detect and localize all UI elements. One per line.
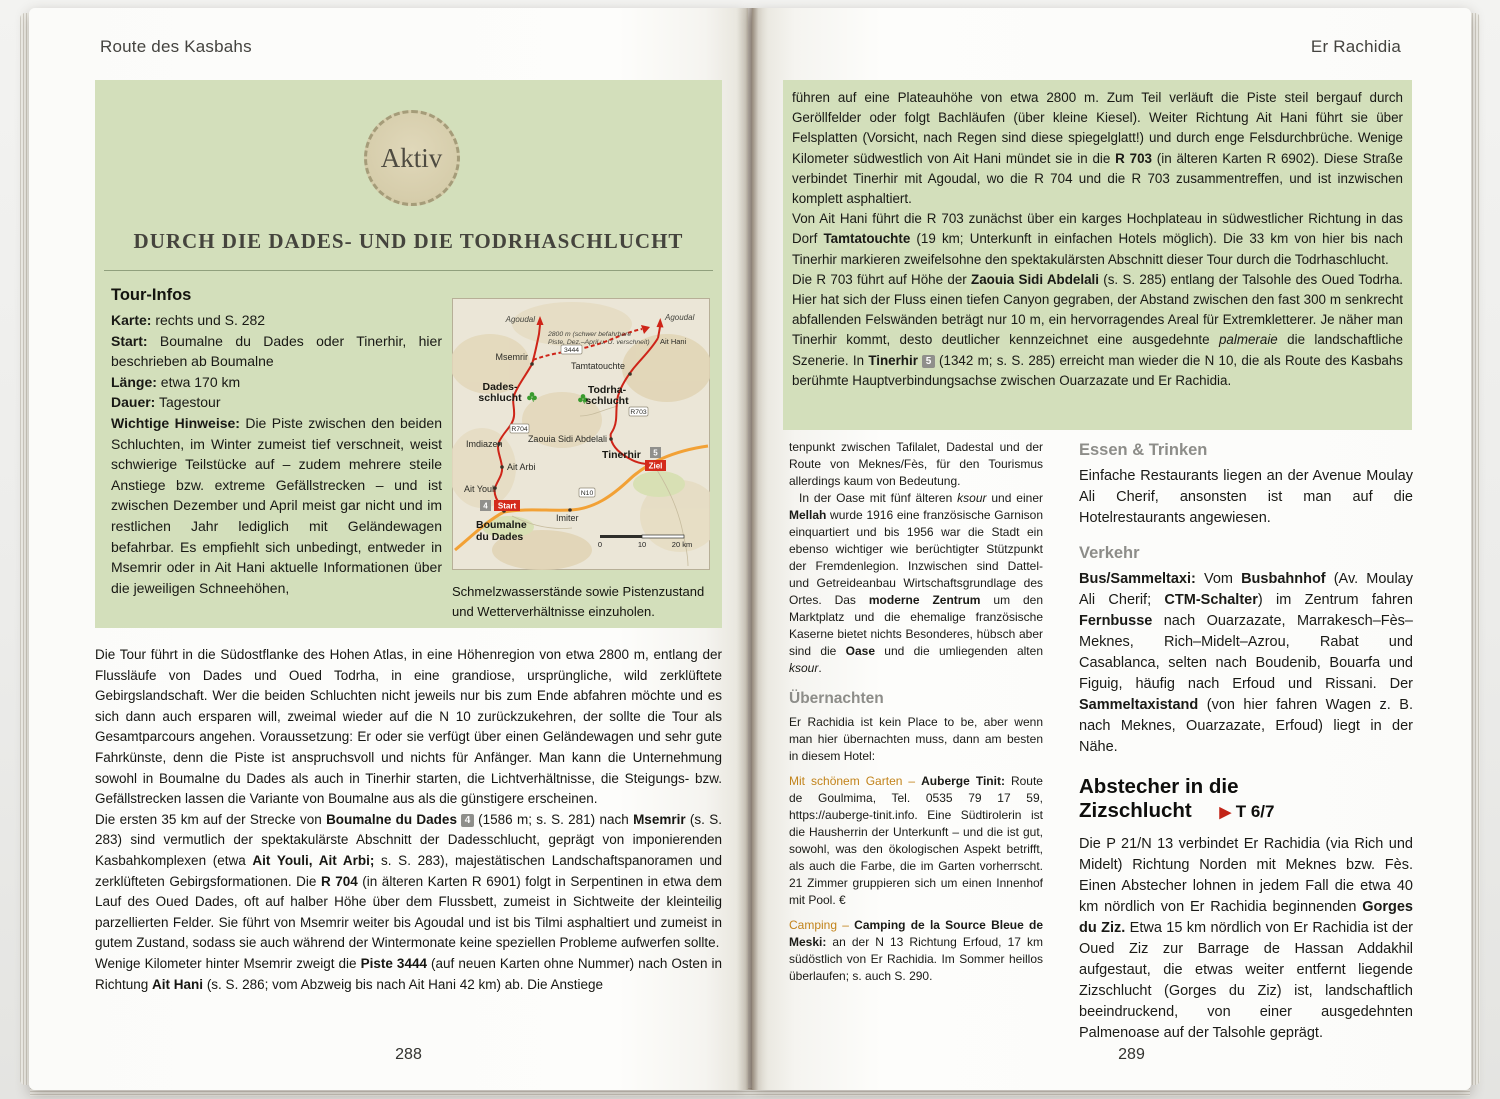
map-label-r703: R703 [630,409,647,416]
map-label-todrha-2: schlucht [585,395,629,407]
tour-info-karte: Karte: rechts und S. 282 [111,312,266,328]
map-label-n10: N10 [580,490,594,497]
map-label-boumalne-2: du Dades [476,531,524,543]
map-marker-5: 5 [653,448,658,458]
map-label-piste-note-2: Piste, Dez.–April u. U. verschneit) [548,339,650,346]
page-left [29,8,748,1090]
title-divider [104,270,713,271]
tour-infos [111,286,442,598]
map-ziel-label: Ziel [648,461,663,471]
running-header-left: Route des Kasbahs [100,37,252,56]
body-paragraph: Er Rachidia ist kein Place to be, aber wenn man hier übernachten muss, dann am besten in diesem Hotel: [789,715,1043,763]
map-label-r704: R704 [511,426,528,433]
aktiv-badge [364,110,460,206]
map-label-boumalne-1: Boumalne [476,519,527,531]
activity-box-right [783,80,1412,430]
tour-title: DURCH DIE DADES- UND DIE TODRHASCHLUCHT [133,229,684,253]
tour-map-column [452,298,710,622]
map-label-zaouia: Zaouia Sidi Abdelali [527,434,607,444]
body-paragraph: In der Oase mit fünf älteren ksour und einer Mellah wurde 1916 eine französische Garnison einquartiert und bis 1956 war die Stadt ein ebenso wichtiger wie berüchtigter Stützpunkt der Fremdenlegion. Inzwischen sind Dattel- und Getreideanbau Wirtschaftsgrundlage des Ortes. Das moderne Zentrum um den Marktplatz und die ehemalige französische Kaserne bietet nichts Besonderes, hübsch aber sind die Oase und die umliegenden alten ksour. [789,491,1044,675]
map-label-msemrir: Msemrir [495,352,528,362]
camping-listing: Camping – Camping de la Source Bleue de Meski: an der N 13 Richtung Erfoud, 17 km südöstlich von Er Rachidia. Im Sommer heillos überlaufen; s. auch S. 290. [789,918,1043,983]
map-label-imiter: Imiter [556,513,579,523]
map-caption: Schmelzwasserstände sowie Pistenzustand und Wetterverhältnisse einzuholen. [452,584,705,619]
map-start-label: Start [497,501,517,511]
running-header-right: Er Rachidia [1310,37,1401,56]
map-label-imdiazen: Imdiazen [466,439,503,449]
map-label-ait-youli: Ait Youli [464,484,497,494]
map-label-agoudal-northeast: Agoudal [665,313,695,322]
map-label-piste-note-1: 2800 m (schwer befahrbare [548,331,632,338]
page-number-left: 288 [395,1046,422,1063]
uebernachten-heading: Übernachten [789,690,884,707]
tour-info-hinweise: Wichtige Hinweise: Die Piste zwischen den beiden Schluchten, im Winter zumeist tief verschneit, weist schwierige Teilstücke auf – zudem mehrere steile Anstiege bzw. extreme Gefällstrecken – und ist zwischen Dezember und April meist gar nicht und im restlichen Jahr lediglich mit Geländewagen befahrbar. Es empfiehlt sich unbedingt, entweder in Msemrir oder in Ait Hani aktuelle Informationen über die jeweiligen Schneehöhen, [111,414,442,596]
right-column-2 [1079,441,1413,1044]
map-label-tinerhir: Tinerhir [602,449,641,461]
right-column-1 [789,439,1043,985]
map-marker-4: 4 [483,501,488,511]
body-paragraph: Die ersten 35 km auf der Strecke von Boumalne du Dades 4 (1586 m; s. S. 281) nach Msemrir (s. S. 283) sind vermutlich der spektakulärste Abschnitt der Dadesschlucht, geprägt von imponierenden Kasbahkomplexen (etwa Ait Youli, Ait Arbi; s. S. 283), majestätischen Landschaftspanoramen und zerklüfteten Gebirgsformationen. Die R 704 (in älteren Karten R 6901) folgt in Serpentinen in etwa dem Lauf des Oued Dades, oft auf halber Höhe über dem Flussbett, zumeist in Sichtweite der kleinteilig parzellierten Felder. Sie führt von Msemrir weiter bis Agoudal und ist bis Tilmi asphaltiert und zumeist in gutem Zustand, sodass sie auch während der Wintermonate keine speziellen Probleme aufwerfen sollte. [95,811,723,951]
essen-trinken-heading: Essen & Trinken [1079,441,1208,459]
verkehr-text: Bus/Sammeltaxi: Vom Busbahnhof (Av. Moulay Ali Cherif; CTM-Schalter) im Zentrum fahren Fernbusse nach Ouarzazate, Marrakesch–Fès–Meknes, Rich–Midelt–Azrou, Rabat und Casablanca, selten nach Boudenib, Bouarfa und Figuig, häufig nach Erfoud und Rissani. Der Sammeltaxistand (von hier fahren Wagen z. B. nach Meknes, Ouarzazate, Erfoud) liegt in der Nähe. [1079,571,1413,755]
verkehr-heading: Verkehr [1079,544,1140,562]
tour-info-start: Start: Boumalne du Dades oder Tinerhir, hier beschrieben ab Boumalne [111,332,442,370]
box-paragraph: Die R 703 führt auf Höhe der Zaouia Sidi Abdelali (s. S. 285) entlang der Talsohle des Oued Todrha. Hier hat sich der Fluss einen tiefen Canyon gegraben, der Abstand zwischen den fast 300 m senkrecht abfallenden Felswänden beträgt nur 10 m, ein hervorragendes Areal für Extremkletterer. Je näher man Tinerhir kommt, desto deutlicher kennzeichnet eine ausgedehnte palmeraie die landschaftliche Szenerie. In Tinerhir 5 (1342 m; s. S. 285) erreicht man wieder die N 10, die als Route des Kasbahs berühmte Hauptverbindungsachse zwischen Ouarzazate und Er Rachidia. [792,271,1404,388]
essen-text: Einfache Restaurants liegen an der Avenue Moulay Ali Cherif, ansonsten ist man auf die Hotelrestaurants angewiesen. [1079,468,1413,526]
body-paragraph: Wenige Kilometer hinter Msemrir zweigt die Piste 3444 (auf neuen Karten ohne Nummer) nach Osten in Richtung Ait Hani (s. S. 286; vom Abzweig bis nach Ait Hani 42 km) ab. Die Anstiege [95,955,723,992]
page-right [752,8,1471,1090]
body-paragraph: Die Tour führt in die Südostflanke des Hohen Atlas, in eine Höhenregion von etwa 2800 m, entlang der Flussläufe von Dades und Oued Todrha, in eine grandiose, ursprüngliche, wild zerklüftete Gebirgslandschaft. Wer die beiden Schluchten nicht jeweils nur bis zum Ende abfahren möchte und es sich dann auch ersparen will, zweimal wieder auf die N 10 zurückzukehren, der sollte die Tour als Gesamtparcours angehen. Voraussetzung: Er oder sie verfügt über einen Geländewagen und sehr gute Fahrkünste, denn die Piste ist anspruchsvoll und nichts für Anfänger. Man kann die Unternehmung sowohl in Boumalne du Dades als auch in Tinerhir starten, die Lichtverhältnisse, die Steigungs- bzw. Gefällstrecken lassen die Variante von Boumalne aus als die günstigere erscheinen. [95,647,722,807]
map-label-ait-hani: Ait Hani [660,337,687,346]
map-scale-0: 0 [597,540,603,549]
body-paragraph: tenpunkt zwischen Tafilalet, Dadestal und der Route von Meknes/Fès, für den Tourismus allerdings kaum von Bedeutung. [789,440,1043,488]
activity-box-left [95,80,722,628]
box-paragraph: führen auf eine Plateauhöhe von etwa 2800 m. Zum Teil verläuft die Piste steil bergauf durch Geröllfelder oder folgt Bachläufen (über kleine Kiesel). Weiter Richtung Ait Hani führt sie über Felsplatten (Vorsicht, nach Regen sind diese spiegelglatt!) und durch enge Felsdurchbrüche. Wenige Kilometer südwestlich von Ait Hani mündet sie in die R 703 (in älteren Karten R 6902). Diese Straße verbindet Tinerhir mit Agoudal, wo die R 704 und die R 703 zusammentreffen, und ist inzwischen komplett asphaltiert. [792,90,1403,207]
map-scale-20: 20 km [671,540,693,549]
page-number-right: 289 [1118,1046,1145,1063]
map-label-dades-1: Dades- [482,381,518,393]
abstecher-text: Die P 21/N 13 verbindet Er Rachidia (via Rich und Midelt) Richtung Norden mit Meknes bzw. Fès. Einen Abstecher lohnen in jedem Fall die etwa 40 km nördlich von Er Rachidia beginnenden Gorges du Ziz. Etwa 15 km nördlich von Er Rachidia ist der Oued Ziz zur Barrage de Hassan Addakhil aufgestaut, die etwas weiter entfernt liegende Zizschlucht (Gorges du Ziz) ist, landschaftlich beeindruckend, von einer ausgedehnten Palmenoase auf der Talsohle geprägt. [1079,836,1413,1041]
map-label-3444: 3444 [563,347,580,354]
left-body-text [95,645,722,995]
map-label-ait-arbi: Ait Arbi [507,462,536,472]
map-label-dades-2: schlucht [478,392,522,404]
aktiv-badge-label: Aktiv [380,142,443,173]
tour-info-laenge: Länge: etwa 170 km [111,373,241,390]
map-label-agoudal-north: Agoudal [505,315,535,324]
map-scale-10: 10 [637,540,647,549]
tour-info-dauer: Dauer: Tagestour [111,394,221,411]
tour-map [452,298,710,570]
tour-infos-heading: Tour-Infos [111,286,192,304]
box-paragraph: Von Ait Hani führt die R 703 zunächst über ein karges Hochplateau in südwestlicher Richtung in das Dorf Tamtatouchte (19 km; Unterkunft in einfachen Hotels möglich). Die 33 km von hier bis nach Tinerhir markieren zweifelsohne den spektakulärsten Abschnitt dieser Tour durch die Todrhaschlucht. [792,211,1403,267]
map-label-tamtatouchte: Tamtatouchte [570,361,625,371]
abstecher-heading: Abstecher in die Zizschlucht ▶ T 6/7 [1079,775,1275,822]
hotel-listing: Mit schönem Garten – Auberge Tinit: Route de Goulmima, Tel. 0535 79 17 59, https://auberge-tinit.info. Eine Südtirolerin ist die Hausherrin der Unterkunft – und die ist gut, sowohl, was den ökologischen Aspekt betrifft, als auch die Farbe, die im Garten vorherrscht. 21 Zimmer gruppieren sich um einen Innenhof mit Pool. € [789,774,1043,907]
map-label-todrha-1: Todrha- [587,384,627,396]
